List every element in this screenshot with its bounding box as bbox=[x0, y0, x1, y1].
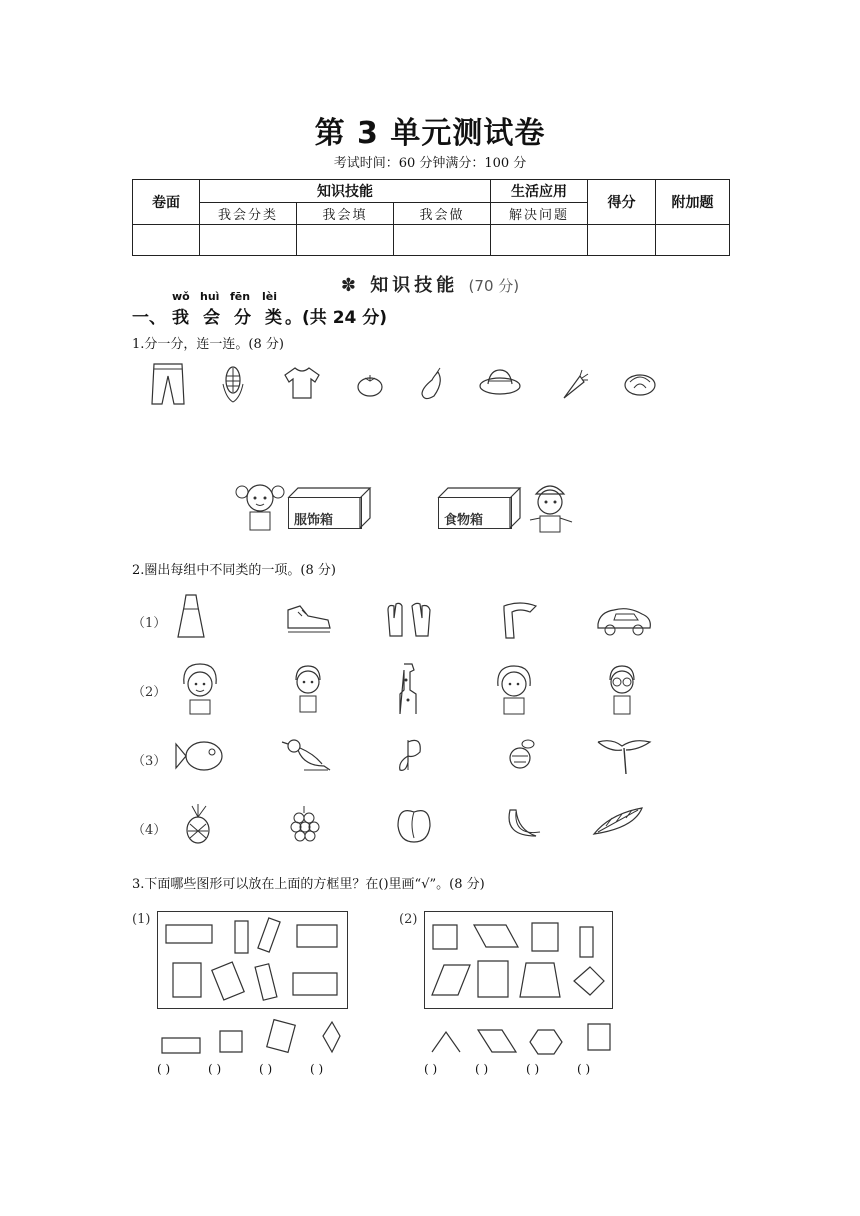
cell-fujia: 附加题 bbox=[656, 180, 730, 225]
cell-tian: 我会填 bbox=[297, 203, 394, 225]
q3-text: 3.下面哪些图形可以放在上面的方框里？在()里画“√”。(8 分) bbox=[132, 877, 485, 892]
bee-icon[interactable] bbox=[504, 736, 538, 774]
q3-group2-label: (2) bbox=[399, 912, 418, 927]
peach-icon[interactable] bbox=[394, 804, 434, 844]
option-square-icon bbox=[220, 1031, 242, 1052]
frame1-shapes bbox=[157, 911, 347, 1008]
cell-shenghuo: 生活应用 bbox=[491, 180, 588, 203]
option-rectangle-icon bbox=[162, 1038, 200, 1053]
dress-icon[interactable] bbox=[176, 593, 206, 641]
girl-icon[interactable] bbox=[178, 660, 222, 716]
answer-paren-1-2[interactable]: ( ) bbox=[208, 1062, 222, 1076]
cell-fenlei: 我会分类 bbox=[200, 203, 297, 225]
option-hexagon-icon bbox=[530, 1030, 562, 1054]
boy-icon[interactable] bbox=[290, 662, 326, 714]
cabbage-icon[interactable] bbox=[622, 368, 658, 398]
pinyin-2: huì bbox=[200, 290, 220, 303]
q2-row-label-3: （3） bbox=[132, 754, 167, 769]
q3-group1-label: (1) bbox=[132, 912, 151, 927]
option-triangle-icon bbox=[432, 1032, 460, 1052]
answer-paren-2-4[interactable]: ( ) bbox=[577, 1062, 591, 1076]
option-tilted-rect-icon bbox=[267, 1020, 295, 1053]
eggplant-icon[interactable] bbox=[418, 366, 446, 402]
butterfly-icon[interactable] bbox=[394, 736, 424, 774]
q2-text: 2.圈出每组中不同类的一项。(8 分) bbox=[132, 563, 336, 578]
boy-glasses-icon[interactable] bbox=[604, 662, 640, 716]
score-input-zuo[interactable] bbox=[394, 225, 491, 256]
q1-text: 1.分一分，连一连。(8 分) bbox=[132, 337, 284, 352]
answer-paren-2-3[interactable]: ( ) bbox=[526, 1062, 540, 1076]
pinyin-4: lèi bbox=[262, 290, 278, 303]
part1-char-4: 类 bbox=[265, 308, 282, 328]
cell-defen: 得分 bbox=[588, 180, 656, 225]
car-icon[interactable] bbox=[594, 602, 654, 638]
score-input-juanmian[interactable] bbox=[133, 225, 200, 256]
option-square-2-icon bbox=[588, 1024, 610, 1050]
part1-suffix: 。(共 24 分) bbox=[285, 308, 388, 328]
pinyin-3: fēn bbox=[230, 290, 251, 303]
option-parallelogram-icon bbox=[478, 1030, 516, 1052]
part1-prefix: 一、 bbox=[132, 308, 166, 328]
cell-zuo: 我会做 bbox=[394, 203, 491, 225]
section-points: (70 分) bbox=[468, 277, 520, 295]
page-title: 第 3 单元测试卷 bbox=[314, 116, 546, 151]
answer-paren-1-4[interactable]: ( ) bbox=[310, 1062, 324, 1076]
score-input-defen[interactable] bbox=[588, 225, 656, 256]
sneaker-icon[interactable] bbox=[284, 602, 332, 636]
fish-icon[interactable] bbox=[174, 738, 226, 774]
part1-char-3: 分 bbox=[234, 308, 251, 328]
answer-paren-2-1[interactable]: ( ) bbox=[424, 1062, 438, 1076]
answer-paren-1-1[interactable]: ( ) bbox=[157, 1062, 171, 1076]
gloves-icon[interactable] bbox=[384, 600, 434, 640]
part1-char-1: 我 bbox=[172, 308, 189, 328]
tomato-icon[interactable] bbox=[356, 372, 384, 398]
score-input-tian[interactable] bbox=[297, 225, 394, 256]
frame2-shapes bbox=[424, 911, 612, 1008]
pineapple-icon[interactable] bbox=[182, 804, 216, 844]
score-input-fenlei[interactable] bbox=[200, 225, 297, 256]
girl-short-hair-icon[interactable] bbox=[494, 662, 534, 716]
score-input-jiejue[interactable] bbox=[491, 225, 588, 256]
option-rhombus-icon bbox=[323, 1022, 340, 1052]
cell-zhishi: 知识技能 bbox=[200, 180, 491, 203]
boy-icon bbox=[526, 478, 574, 534]
grapes-icon[interactable] bbox=[290, 804, 320, 844]
q3-options-2 bbox=[426, 1018, 621, 1058]
carrot-icon[interactable] bbox=[560, 368, 590, 400]
food-box-label: 食物箱 bbox=[444, 513, 484, 528]
woodpecker-icon[interactable] bbox=[284, 736, 332, 776]
banana-icon[interactable] bbox=[504, 806, 542, 842]
q2-row-label-1: （1） bbox=[132, 616, 167, 631]
section-heading bbox=[0, 271, 860, 297]
flower-icon: ✽ bbox=[340, 275, 360, 296]
q2-row-label-2: （2） bbox=[132, 685, 167, 700]
corn-icon[interactable] bbox=[220, 364, 246, 404]
q2-row-label-4: （4） bbox=[132, 823, 167, 838]
scarf-icon[interactable] bbox=[500, 600, 540, 642]
answer-paren-1-3[interactable]: ( ) bbox=[259, 1062, 273, 1076]
girl-icon bbox=[232, 478, 288, 534]
giraffe-icon[interactable] bbox=[392, 660, 422, 716]
vegetable-icon[interactable] bbox=[590, 804, 646, 838]
cell-juanmian: 卷面 bbox=[133, 180, 200, 225]
score-input-fujia[interactable] bbox=[656, 225, 730, 256]
q3-options-1 bbox=[160, 1018, 355, 1058]
pants-icon[interactable] bbox=[150, 362, 186, 406]
clothes-box-label: 服饰箱 bbox=[294, 513, 334, 528]
score-table bbox=[132, 179, 730, 256]
exam-info: 考试时间：60 分钟满分：100 分 bbox=[333, 156, 527, 171]
tshirt-icon[interactable] bbox=[283, 366, 321, 400]
dragonfly-icon[interactable] bbox=[594, 736, 654, 776]
answer-paren-2-2[interactable]: ( ) bbox=[475, 1062, 489, 1076]
hat-icon[interactable] bbox=[478, 366, 522, 400]
cell-jiejue: 解决问题 bbox=[491, 203, 588, 225]
part1-char-2: 会 bbox=[203, 308, 220, 328]
pinyin-1: wǒ bbox=[172, 290, 190, 303]
section-title-text: 知识技能 bbox=[370, 275, 459, 296]
